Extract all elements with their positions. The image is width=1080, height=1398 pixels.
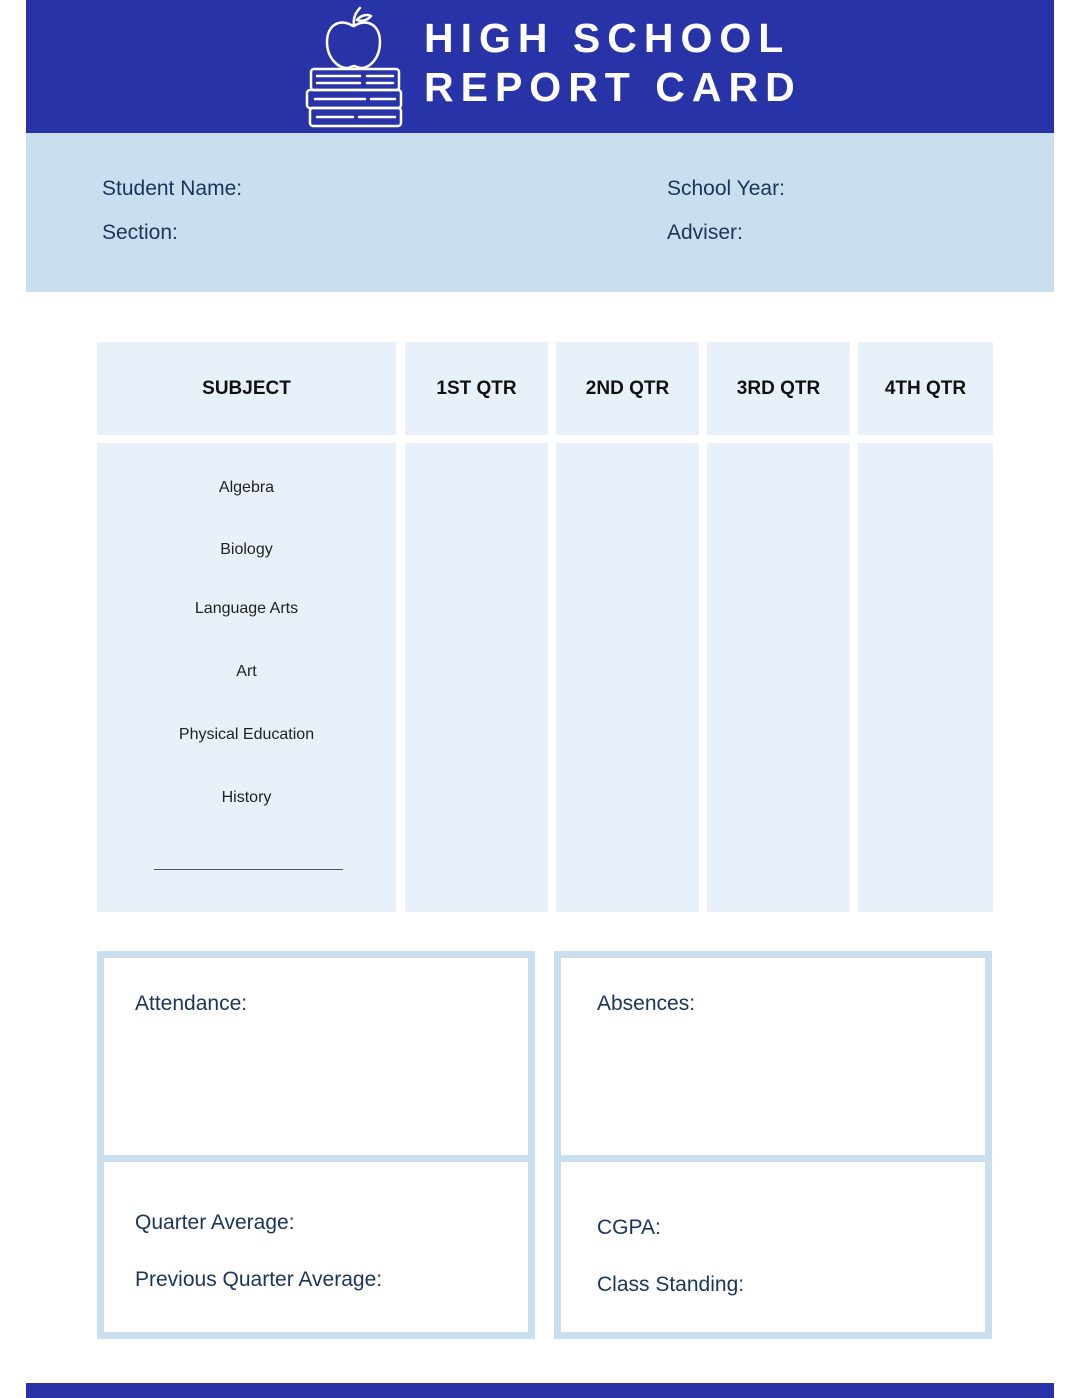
subject-biology: Biology: [220, 541, 273, 558]
title-line-1: HIGH SCHOOL: [424, 15, 791, 61]
previous-quarter-average-label: Previous Quarter Average:: [135, 1268, 383, 1291]
student-name-label: Student Name:: [102, 177, 243, 200]
class-standing-label: Class Standing:: [597, 1273, 745, 1296]
qtr2-grades-column[interactable]: [556, 443, 699, 912]
subject-header: SUBJECT: [202, 377, 291, 399]
qtr4-grades-column[interactable]: [858, 443, 993, 912]
footer-bar: [26, 1383, 1054, 1398]
subject-algebra: Algebra: [218, 479, 275, 496]
qtr1-grades-column[interactable]: [405, 443, 548, 912]
attendance-box: [97, 951, 535, 1165]
qtr4-header-cell: [858, 342, 993, 435]
apple-on-books-icon: [305, 6, 405, 128]
subject-art: Art: [236, 663, 257, 680]
qtr2-header: 2ND QTR: [585, 377, 670, 399]
subject-physical-education: Physical Education: [178, 726, 315, 743]
subject-history: History: [221, 789, 272, 806]
school-year-label: School Year:: [667, 177, 785, 200]
attendance-label: Attendance:: [135, 992, 248, 1015]
qtr3-header-cell: [707, 342, 850, 435]
subject-language-arts: Language Arts: [194, 600, 299, 617]
cgpa-box: [554, 1155, 992, 1339]
qtr4-header: 4TH QTR: [884, 377, 967, 399]
qtr3-header: 3RD QTR: [736, 377, 821, 399]
qtr1-header-cell: [405, 342, 548, 435]
page-title: [424, 14, 802, 112]
adviser-label: Adviser:: [667, 221, 743, 244]
student-info-panel: [26, 133, 1054, 292]
absences-box: [554, 951, 992, 1165]
section-label: Section:: [102, 221, 178, 244]
quarter-average-label: Quarter Average:: [135, 1211, 295, 1234]
subject-column: [97, 443, 396, 912]
title-line-2: REPORT CARD: [424, 64, 802, 110]
qtr1-header: 1ST QTR: [436, 377, 517, 399]
header-banner: [26, 0, 1054, 133]
absences-label: Absences:: [597, 992, 696, 1015]
qtr3-grades-column[interactable]: [707, 443, 850, 912]
cgpa-label: CGPA:: [597, 1216, 661, 1239]
qtr2-header-cell: [556, 342, 699, 435]
subject-header-cell: [97, 342, 396, 435]
averages-box: [97, 1155, 535, 1339]
blank-subject-line[interactable]: [154, 869, 343, 870]
